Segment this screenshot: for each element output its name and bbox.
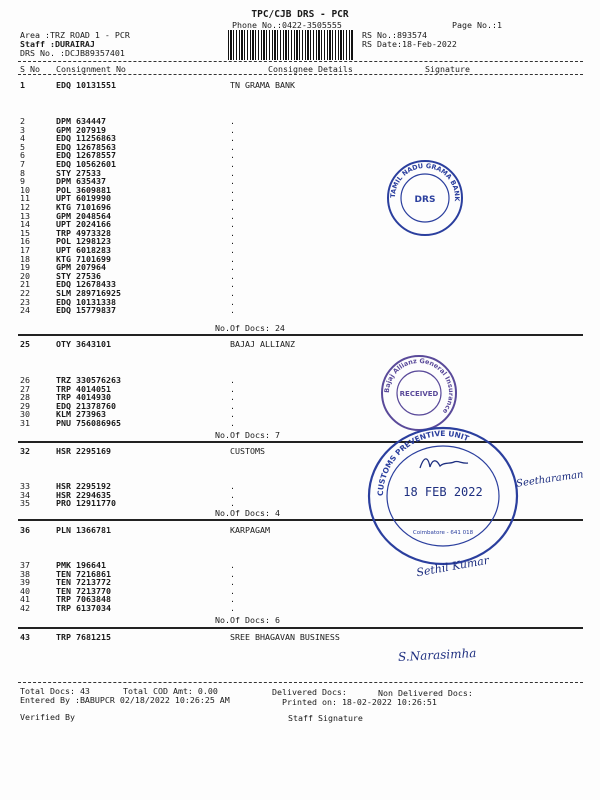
consignee-placeholder: .	[230, 603, 235, 613]
staff-label: Staff :DURAIRAJ	[20, 39, 95, 49]
rs-date: RS Date:18-Feb-2022	[362, 39, 457, 49]
consignment-no: EDQ 15779837	[56, 305, 116, 316]
group-lead-row	[0, 632, 600, 642]
consignment-no: EDQ 10131338	[56, 296, 116, 307]
sno: 11	[20, 193, 30, 204]
consignment-no: EDQ 12678433	[56, 279, 116, 290]
col-sno: S No	[20, 64, 40, 74]
consignee-placeholder: .	[230, 219, 235, 230]
consignee-placeholder: .	[230, 116, 235, 126]
consignee-placeholder: .	[230, 568, 235, 579]
stamp-text: CUSTOMS PREVENTIVE UNIT	[375, 428, 471, 497]
stamp-text: Bajaj Allianz General Insurance	[382, 356, 456, 416]
consignment-no: EDQ 21378760	[56, 400, 116, 411]
consignee-placeholder: .	[230, 489, 235, 500]
consignee-placeholder: .	[230, 159, 235, 169]
customs-stamp	[363, 424, 523, 569]
group-lead-row	[0, 80, 600, 90]
drs-number: DRS No. :DCJB89357401	[20, 48, 125, 58]
sno: 21	[20, 279, 30, 290]
consignment-no: KLM 273963	[56, 409, 106, 420]
consignment-no: PMK 196641	[56, 560, 106, 570]
consignment-no: HSR 2294635	[56, 489, 111, 500]
sno: 41	[20, 594, 30, 605]
sno: 30	[20, 409, 30, 420]
sno: 37	[20, 560, 30, 570]
sno: 15	[20, 227, 30, 238]
sno: 6	[20, 150, 25, 161]
delivered-docs: Delivered Docs:	[272, 687, 347, 697]
col-signature: Signature	[425, 64, 470, 74]
consignment-no: OTY 3643101	[56, 339, 111, 349]
sno: 35	[20, 498, 30, 509]
consignment-no: DPM 634447	[56, 116, 106, 126]
consignment-no: PRO 12911770	[56, 498, 116, 509]
sno: 7	[20, 159, 25, 169]
consignee-placeholder: .	[230, 594, 235, 605]
sno: 25	[20, 339, 30, 349]
consignment-no: TRZ 330576263	[56, 375, 121, 385]
consignment-no: UPT 2024166	[56, 219, 111, 230]
consignee-name: SREE BHAGAVAN BUSINESS	[230, 632, 340, 642]
stamp-center-text: RECEIVED	[399, 390, 439, 398]
sno: 14	[20, 219, 30, 230]
consignee-placeholder: .	[230, 124, 235, 135]
sno: 36	[20, 525, 30, 535]
sno: 5	[20, 141, 25, 152]
docs-count: No.Of Docs: 4	[215, 508, 280, 518]
table-row	[0, 604, 600, 613]
col-consignment: Consignment No	[56, 64, 126, 74]
consignment-no: EDQ 11256863	[56, 133, 116, 144]
group-divider	[18, 334, 583, 336]
stamp-center-text: DRS	[414, 195, 436, 205]
consignment-no: TRP 6137034	[56, 603, 111, 613]
consignment-no: EDQ 12678557	[56, 150, 116, 161]
consignee-placeholder: .	[230, 253, 235, 264]
sno: 12	[20, 202, 30, 212]
sno: 29	[20, 400, 30, 411]
consignment-no: EDQ 12678563	[56, 141, 116, 152]
consignee-placeholder: .	[230, 560, 235, 570]
consignee-placeholder: .	[230, 375, 235, 385]
consignment-no: TRP 4973328	[56, 227, 111, 238]
group-divider	[18, 627, 583, 629]
consignee-placeholder: .	[230, 176, 235, 187]
consignment-no: GPM 207964	[56, 262, 106, 273]
consignee-placeholder: .	[230, 270, 235, 281]
consignment-no: KTG 7101696	[56, 202, 111, 212]
consignment-no: SLM 289716925	[56, 288, 121, 298]
consignment-no: STY 27533	[56, 167, 101, 178]
consignee-placeholder: .	[230, 481, 235, 491]
sno: 8	[20, 167, 25, 178]
consignee-placeholder: .	[230, 383, 235, 394]
sno: 2	[20, 116, 25, 126]
consignee-placeholder: .	[230, 400, 235, 411]
signature-customs: Seetharaman	[515, 469, 585, 490]
consignee-placeholder: .	[230, 288, 235, 298]
entered-by: Entered By :BABUPCR 02/18/2022 10:26:25 AM	[20, 695, 230, 705]
grama-bank-stamp	[384, 157, 466, 239]
consignment-no: EDQ 10131551	[56, 80, 116, 90]
consignee-placeholder: .	[230, 418, 235, 428]
signature-bhagavan: S.Narasimha	[397, 645, 477, 665]
consignee-placeholder: .	[230, 227, 235, 238]
consignment-no: POL 3609881	[56, 184, 111, 195]
non-delivered-docs: Non Delivered Docs:	[378, 688, 473, 698]
sno: 19	[20, 262, 30, 273]
consignment-no: DPM 635437	[56, 176, 106, 187]
consignee-name: KARPAGAM	[230, 525, 270, 535]
consignment-no: UPT 6018283	[56, 245, 111, 255]
consignee-placeholder: .	[230, 577, 235, 588]
consignment-no: TRP 4014051	[56, 383, 111, 394]
sno: 9	[20, 176, 25, 187]
sno: 17	[20, 245, 30, 255]
stamp-city: Coimbatore - 641 018	[412, 530, 474, 536]
sno: 38	[20, 568, 30, 579]
sno: 32	[20, 446, 30, 456]
sno: 40	[20, 585, 30, 596]
consignee-placeholder: .	[230, 585, 235, 596]
consignment-no: TRP 4014930	[56, 392, 111, 403]
consignment-no: HSR 2295169	[56, 446, 111, 456]
sno: 24	[20, 305, 30, 316]
consignee-placeholder: .	[230, 150, 235, 161]
consignment-no: TEN 7213772	[56, 577, 111, 588]
sno: 43	[20, 632, 30, 642]
sno: 26	[20, 375, 30, 385]
consignment-no: PNU 756086965	[56, 418, 121, 428]
consignee-placeholder: .	[230, 133, 235, 144]
consignee-placeholder: .	[230, 141, 235, 152]
staff-signature: Staff Signature	[288, 713, 363, 723]
sno: 4	[20, 133, 25, 144]
sno: 34	[20, 489, 30, 500]
footer-divider	[18, 682, 583, 683]
docs-count: No.Of Docs: 6	[215, 615, 280, 625]
barcode	[228, 30, 353, 60]
stamp-date: 18 FEB 2022	[403, 485, 483, 499]
sno: 3	[20, 124, 25, 135]
sno: 23	[20, 296, 30, 307]
consignment-no: KTG 7101699	[56, 253, 111, 264]
sno: 1	[20, 80, 25, 90]
sno: 42	[20, 603, 30, 613]
table-row	[0, 306, 600, 315]
consignee-placeholder: .	[230, 202, 235, 212]
consignee-placeholder: .	[230, 245, 235, 255]
docs-count: No.Of Docs: 24	[215, 323, 285, 333]
consignee-placeholder: .	[230, 184, 235, 195]
consignee-placeholder: .	[230, 193, 235, 204]
consignee-name: CUSTOMS	[230, 446, 265, 456]
consignment-no: TRP 7681215	[56, 632, 111, 642]
consignment-no: HSR 2295192	[56, 481, 111, 491]
consignee-placeholder: .	[230, 296, 235, 307]
sno: 27	[20, 383, 30, 394]
sno: 31	[20, 418, 30, 428]
col-consignee: Consignee Details	[268, 64, 353, 74]
total-docs: Total Docs: 43	[20, 686, 90, 696]
consignment-no: STY 27536	[56, 270, 101, 281]
group-lead-row	[0, 339, 600, 349]
sno: 18	[20, 253, 30, 264]
consignment-no: TRP 7063848	[56, 594, 111, 605]
header-divider	[18, 61, 583, 62]
consignee-placeholder: .	[230, 498, 235, 509]
sno: 20	[20, 270, 30, 281]
doc-title: TPC/CJB DRS - PCR	[251, 9, 349, 20]
consignee-name: BAJAJ ALLIANZ	[230, 339, 295, 349]
consignee-placeholder: .	[230, 210, 235, 221]
signature-karpagam: Sethil Kumar	[415, 553, 490, 580]
sno: 13	[20, 210, 30, 221]
verified-by: Verified By	[20, 712, 75, 722]
consignment-no: TEN 7213770	[56, 585, 111, 596]
consignee-name: TN GRAMA BANK	[230, 80, 295, 90]
page-number: Page No.:1	[452, 20, 502, 30]
signature-scribble	[418, 452, 470, 474]
sno: 39	[20, 577, 30, 588]
consignee-placeholder: .	[230, 236, 235, 247]
consignee-placeholder: .	[230, 167, 235, 178]
bajaj-stamp	[378, 352, 460, 434]
sno: 33	[20, 481, 30, 491]
column-divider	[18, 74, 583, 75]
consignment-no: POL 1298123	[56, 236, 111, 247]
stamp-text: TAMIL NADU GRAMA BANK	[388, 161, 462, 202]
sno: 16	[20, 236, 30, 247]
consignment-no: TEN 7216861	[56, 568, 111, 579]
total-cod: Total COD Amt: 0.00	[123, 686, 218, 696]
sno: 22	[20, 288, 30, 298]
docs-count: No.Of Docs: 7	[215, 430, 280, 440]
consignment-no: EDQ 10562601	[56, 159, 116, 169]
consignee-placeholder: .	[230, 409, 235, 420]
consignment-no: UPT 6019990	[56, 193, 111, 204]
printed-on: Printed on: 18-02-2022 10:26:51	[282, 697, 437, 707]
consignee-placeholder: .	[230, 262, 235, 273]
area-label: Area :TRZ ROAD 1 - PCR	[20, 30, 130, 40]
consignment-no: GPM 207919	[56, 124, 106, 135]
sno: 10	[20, 184, 30, 195]
sno: 28	[20, 392, 30, 403]
consignee-placeholder: .	[230, 305, 235, 316]
rs-number: RS No.:893574	[362, 30, 427, 40]
phone-number: Phone No.:0422-3505555	[232, 20, 342, 30]
consignee-placeholder: .	[230, 392, 235, 403]
consignment-no: GPM 2048564	[56, 210, 111, 221]
consignment-no: PLN 1366781	[56, 525, 111, 535]
consignee-placeholder: .	[230, 279, 235, 290]
